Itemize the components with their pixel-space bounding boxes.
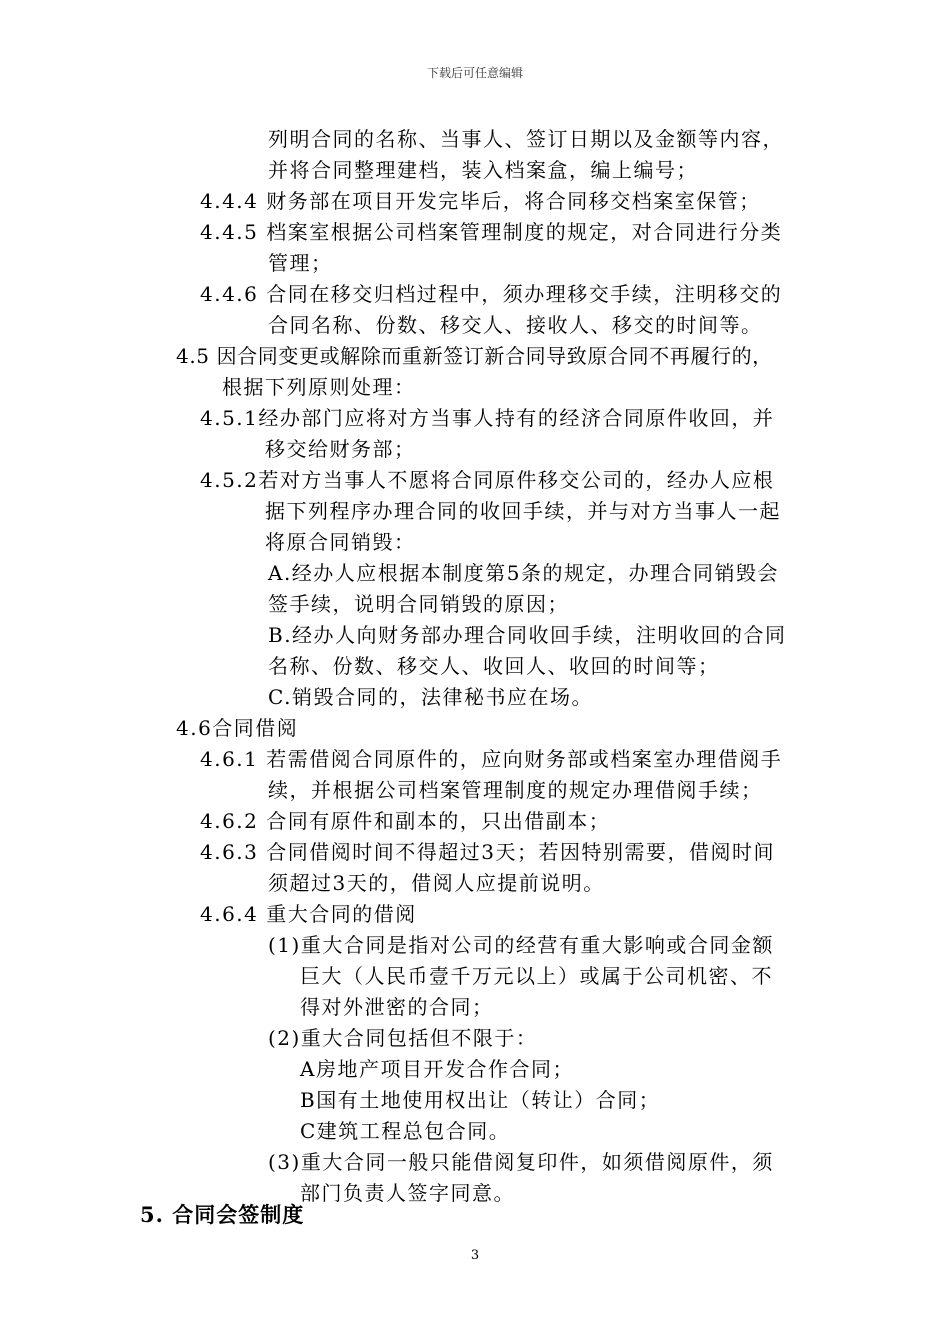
text-line: 4.4.6 合同在移交归档过程中，须办理移交手续，注明移交的 bbox=[200, 282, 783, 306]
text-line: 巨大（人民币壹千万元以上）或属于公司机密、不 bbox=[300, 964, 773, 988]
text-line: 4.6.3 合同借阅时间不得超过3天；若因特别需要，借阅时间 bbox=[200, 840, 775, 864]
text-line: 4.5 因合同变更或解除而重新签订新合同导致原合同不再履行的， bbox=[176, 344, 773, 368]
text-line: (2)重大合同包括但不限于： bbox=[268, 1026, 538, 1050]
text-line: 根据下列原则处理： bbox=[222, 375, 416, 399]
text-line: 4.6.4 重大合同的借阅 bbox=[200, 902, 417, 926]
text-line: 4.6合同借阅 bbox=[176, 716, 299, 740]
text-line: 将原合同销毁： bbox=[265, 530, 416, 554]
text-line: 4.6.1 若需借阅合同原件的，应向财务部或档案室办理借阅手 bbox=[200, 747, 783, 771]
text-line: 4.6.2 合同有原件和副本的，只出借副本； bbox=[200, 809, 611, 833]
text-line: 续，并根据公司档案管理制度的规定办理借阅手续； bbox=[268, 778, 763, 802]
text-line: 移交给财务部； bbox=[265, 437, 416, 461]
text-line: 4.5.1经办部门应将对方当事人持有的经济合同原件收回，并 bbox=[200, 406, 775, 430]
text-line: A.经办人应根据本制度第5条的规定，办理合同销毁会 bbox=[268, 561, 780, 585]
text-line: C.销毁合同的，法律秘书应在场。 bbox=[268, 685, 593, 709]
text-line: B国有土地使用权出让（转让）合同； bbox=[300, 1088, 661, 1112]
text-line: 得对外泄密的合同； bbox=[300, 995, 494, 1019]
text-line: 列明合同的名称、当事人、签订日期以及金额等内容， bbox=[268, 127, 784, 151]
text-line: (1)重大合同是指对公司的经营有重大影响或合同金额 bbox=[268, 933, 774, 957]
text-line: 须超过3天的，借阅人应提前说明。 bbox=[268, 871, 605, 895]
text-line: 4.5.2若对方当事人不愿将合同原件移交公司的，经办人应根 bbox=[200, 468, 775, 492]
section-heading: 5. 合同会签制度 bbox=[140, 1202, 305, 1227]
text-line: 签手续，说明合同销毁的原因； bbox=[268, 592, 569, 616]
text-line: 管理； bbox=[268, 251, 333, 275]
page-number: 3 bbox=[470, 1248, 480, 1263]
text-line: 4.4.4 财务部在项目开发完毕后，将合同移交档案室保管； bbox=[200, 189, 761, 213]
text-line: C建筑工程总包合同。 bbox=[300, 1119, 511, 1143]
text-line: 并将合同整理建档，装入档案盒，编上编号； bbox=[268, 158, 698, 182]
page-header: 下载后可任意编辑 bbox=[426, 66, 523, 80]
text-line: (3)重大合同一般只能借阅复印件，如须借阅原件，须 bbox=[268, 1150, 774, 1174]
text-line: 名称、份数、移交人、收回人、收回的时间等； bbox=[268, 654, 720, 678]
text-line: 部门负责人签字同意。 bbox=[300, 1181, 515, 1205]
text-line: B.经办人向财务部办理合同收回手续，注明收回的合同 bbox=[268, 623, 787, 647]
text-line: A房地产项目开发合作合同； bbox=[300, 1057, 574, 1081]
text-line: 4.4.5 档案室根据公司档案管理制度的规定，对合同进行分类 bbox=[200, 220, 783, 244]
text-line: 据下列程序办理合同的收回手续，并与对方当事人一起 bbox=[265, 499, 781, 523]
text-line: 合同名称、份数、移交人、接收人、移交的时间等。 bbox=[268, 313, 763, 337]
